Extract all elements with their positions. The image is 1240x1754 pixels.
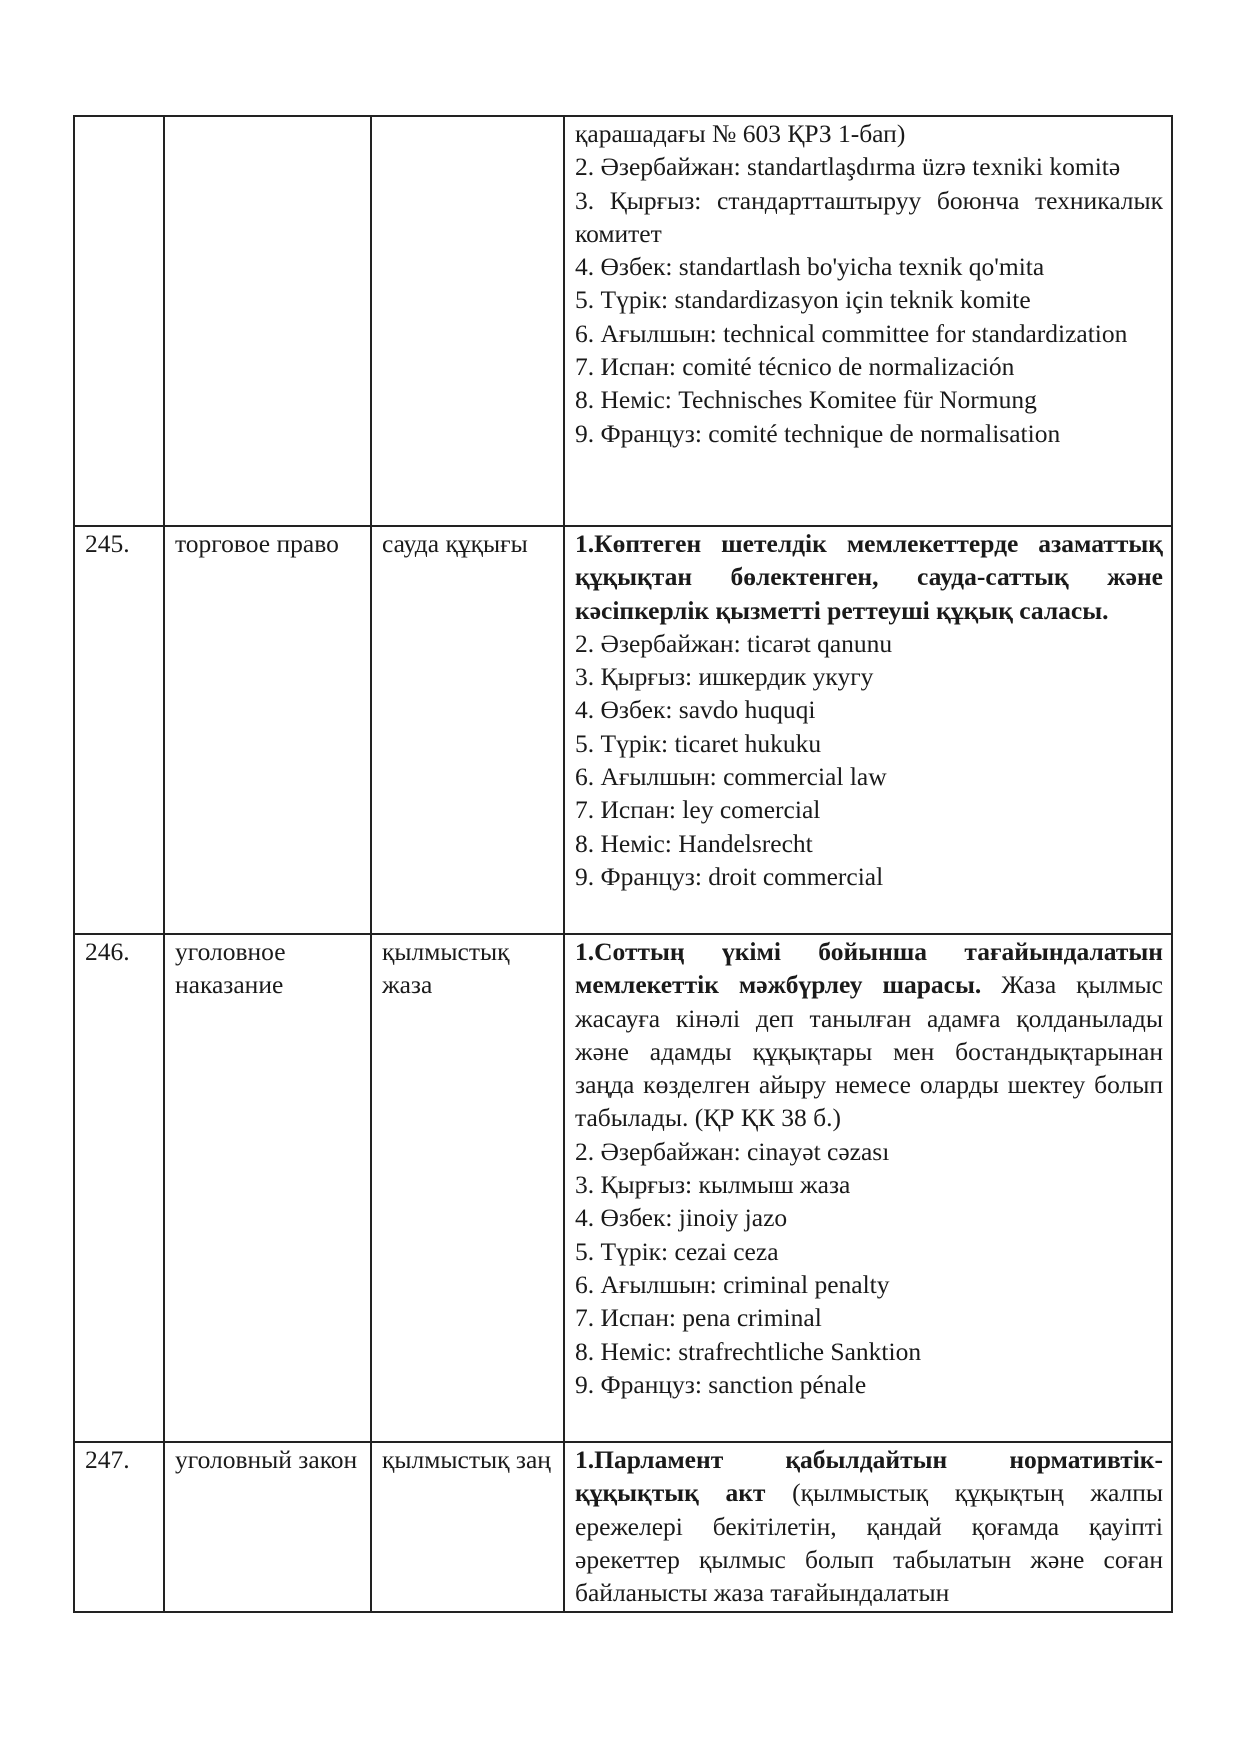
entry-number: 247. [74,1442,164,1612]
entry-number: 245. [74,526,164,934]
translation-line: 2. Әзербайжан: ticarət qanunu [575,628,893,658]
translation-line: 9. Француз: sanction pénale [575,1369,867,1399]
russian-term: торговое право [164,526,371,934]
translation-line: 4. Өзбек: standartlash bo'yicha texnik qo'mita [575,252,1045,282]
glossary-body [74,116,1172,1612]
definition-bold: 1.Парламент қабылдайтын нормативтік-құқықтық акт [575,1445,1163,1508]
translation-line: 6. Ағылшын: criminal penalty [575,1269,890,1299]
definition-bold: 1.Көптеген шетелдік мемлекеттерде азаматтық құқықтан бөлектенген, сауда-саттық және кәсіпкерлік қызметті реттеуші құқық саласы. [575,529,1163,625]
translation-line: 9. Француз: droit commercial [575,861,884,891]
table-row [74,116,1172,526]
translation-line: 2. Әзербайжан: cinayət cəzası [575,1136,890,1166]
translation-line: 9. Француз: comité technique de normalisation [575,418,1061,448]
definition-cell [564,526,1172,934]
table-row [74,934,1172,1442]
translation-line: 7. Испан: comité técnico de normalización [575,352,1015,382]
kazakh-term [371,116,564,526]
definition-cell [564,116,1172,526]
definition-bold: 1.Соттың үкімі бойынша тағайындалатын мемлекеттік мәжбүрлеу шарасы. [575,937,1163,1000]
definition-cell [564,934,1172,1442]
kazakh-term: сауда құқығы [371,526,564,934]
table-row [74,1442,1172,1612]
russian-term: уголовное наказание [164,934,371,1442]
translation-line: 8. Неміс: Handelsrecht [575,828,813,858]
translation-line: 5. Түрік: standardizasyon için teknik komite [575,285,1031,315]
entry-number: 246. [74,934,164,1442]
kazakh-term: қылмыстық жаза [371,934,564,1442]
definition-cell [564,1442,1172,1612]
translation-line: 2. Әзербайжан: standartlaşdırma üzrə texniki komitə [575,152,1121,182]
translation-line: 4. Өзбек: savdo huquqi [575,695,816,725]
definition-text: Жаза қылмыс жасауға кінәлі деп танылған адамға қолданылады және адамды құқықтары мен бостандықтарынан заңда көзделген айыру немесе оларды шектеу болып табылады. (ҚР ҚК 38 б.) [575,970,1163,1133]
continued-text: қарашадағы № 603 ҚРЗ 1-бап) [575,119,906,148]
translation-line: 7. Испан: pena criminal [575,1303,822,1333]
translation-line: 4. Өзбек: jinoiy jazo [575,1203,788,1233]
translation-line: 5. Түрік: ticaret hukuku [575,728,822,758]
glossary-table [73,115,1173,1613]
russian-term [164,116,371,526]
entry-number [74,116,164,526]
translation-line: 5. Түрік: cezai ceza [575,1236,779,1266]
kazakh-term: қылмыстық заң [371,1442,564,1612]
definition-text: (қылмыстық құқықтың жалпы ережелері бекітілетін, қандай қоғамда қауіпті әрекеттер қылмыс болып табылатын және соған байланысты жаза тағайындалатын [575,1478,1163,1608]
translation-line: 6. Ағылшын: technical committee for standardization [575,318,1128,348]
translation-line: 7. Испан: ley comercial [575,795,821,825]
translation-line: 3. Қырғыз: кылмыш жаза [575,1170,851,1200]
translation-line: 3. Қырғыз: стандартташтыруу боюнча техникалык комитет [575,185,1163,248]
translation-line: 3. Қырғыз: ишкердик укугу [575,662,874,692]
russian-term: уголовный закон [164,1442,371,1612]
translation-line: 8. Неміс: strafrechtliche Sanktion [575,1336,922,1366]
translation-line: 6. Ағылшын: commercial law [575,762,887,792]
translation-line: 8. Неміс: Technisches Komitee für Normung [575,385,1037,415]
table-row [74,526,1172,934]
